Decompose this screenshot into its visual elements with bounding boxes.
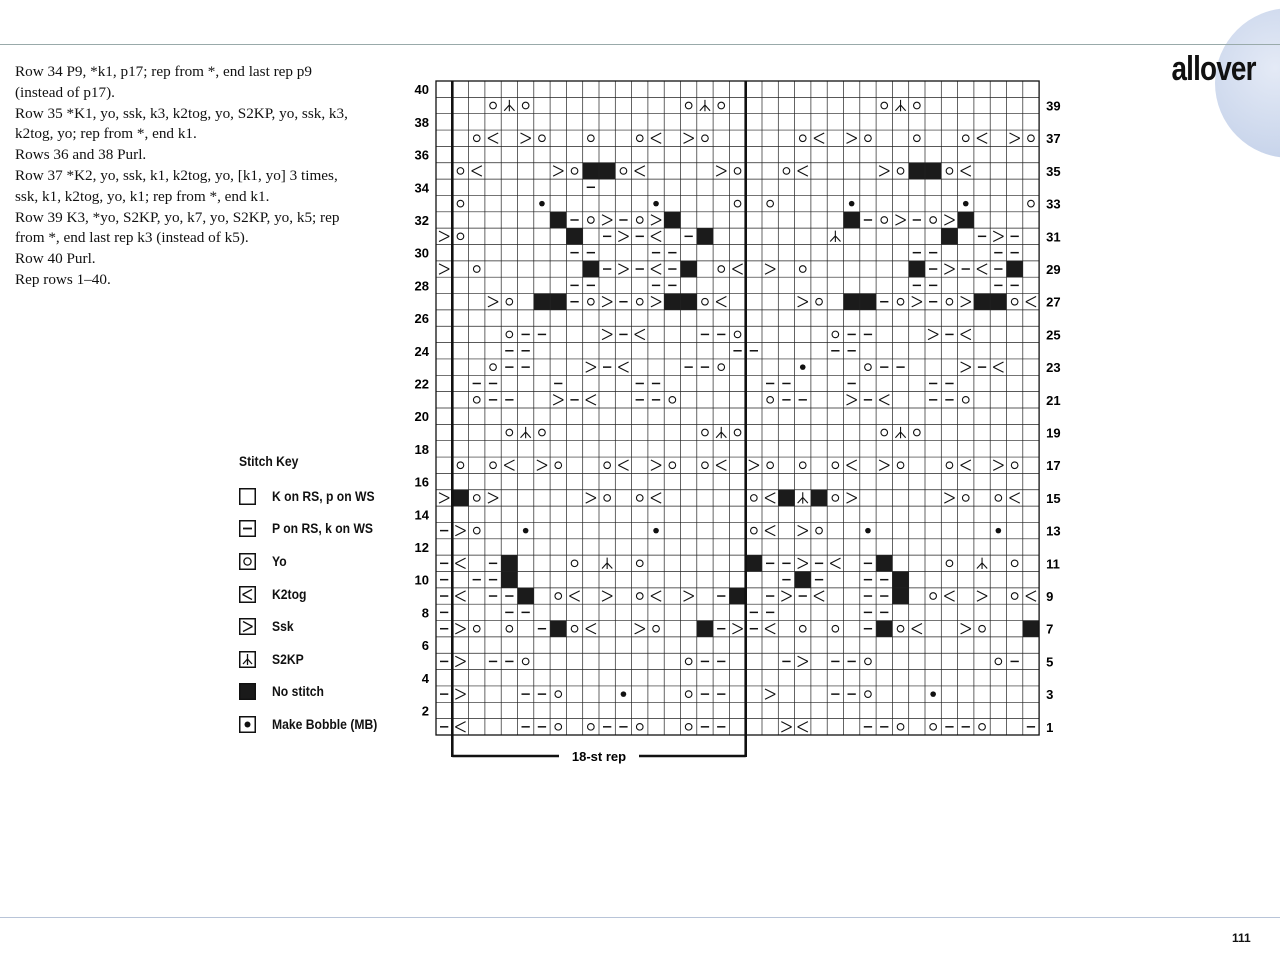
no-stitch-cell — [909, 261, 925, 277]
row-number-right: 39 — [1046, 98, 1061, 114]
row-number-right: 23 — [1046, 360, 1061, 376]
no-stitch-cell — [681, 294, 697, 310]
no-stitch-cell — [550, 212, 566, 228]
row-number-right: 3 — [1046, 687, 1054, 703]
key-label: K2tog — [272, 586, 307, 602]
row-number-right: 37 — [1046, 131, 1061, 147]
no-stitch-cell — [729, 588, 745, 604]
instruction-line: Rep rows 1–40. — [15, 270, 111, 288]
instruction-line: Rows 36 and 38 Purl. — [15, 146, 147, 164]
row-number-left: 18 — [414, 441, 429, 457]
no-stitch-cell — [941, 228, 957, 244]
row-number-left: 30 — [414, 245, 429, 261]
row-number-right: 35 — [1046, 163, 1061, 179]
bobble-mark — [963, 201, 969, 207]
stitch-key-title: Stitch Key — [239, 454, 299, 469]
row-number-right: 19 — [1046, 425, 1061, 441]
no-stitch-cell — [697, 228, 713, 244]
bobble-mark — [539, 201, 545, 207]
no-stitch-cell — [534, 294, 550, 310]
instruction-line: Row 34 P9, *k1, p17; rep from *, end last rep p9 — [15, 63, 312, 80]
bobble-mark — [996, 528, 1002, 534]
instruction-line: Row 37 *K2, yo, ssk, k1, k2tog, yo, [k1, yo] 3 times, — [15, 166, 338, 184]
row-number-right: 11 — [1046, 556, 1060, 572]
no-stitch-cell — [664, 212, 680, 228]
row-number-left: 14 — [414, 507, 429, 523]
row-number-right: 21 — [1046, 392, 1061, 408]
row-number-right: 17 — [1046, 458, 1061, 474]
no-stitch-cell — [501, 572, 517, 588]
no-stitch-cell — [778, 490, 794, 506]
no-stitch-cell — [811, 490, 827, 506]
instruction-line: ssk, k1, k2tog, yo, k1; rep from *, end k1. — [15, 187, 270, 205]
bobble-mark — [865, 528, 871, 534]
no-stitch-cell — [990, 294, 1006, 310]
row-number-right: 31 — [1046, 229, 1061, 245]
instruction-line: Row 40 Purl. — [15, 250, 96, 268]
no-stitch-cell — [958, 212, 974, 228]
row-number-left: 10 — [414, 572, 429, 588]
row-number-right: 5 — [1046, 654, 1054, 670]
no-stitch-cell — [844, 212, 860, 228]
row-number-right: 27 — [1046, 294, 1061, 310]
row-number-right: 9 — [1046, 589, 1054, 605]
no-stitch-cell — [925, 163, 941, 179]
instruction-line: Row 35 *K1, yo, ssk, k3, k2tog, yo, S2KP, yo, ssk, k3, — [15, 104, 348, 122]
key-label: Ssk — [272, 619, 294, 635]
instruction-line: (instead of p17). — [15, 83, 115, 101]
row-number-left: 22 — [414, 376, 429, 392]
no-stitch-cell — [681, 261, 697, 277]
no-stitch-cell — [664, 294, 680, 310]
no-stitch-cell — [550, 294, 566, 310]
no-stitch-cell — [599, 163, 615, 179]
bobble-mark — [653, 528, 659, 534]
row-number-left: 12 — [414, 539, 429, 555]
no-stitch-cell — [746, 555, 762, 571]
no-stitch-cell — [876, 621, 892, 637]
no-stitch-cell — [550, 621, 566, 637]
no-stitch-cell — [909, 163, 925, 179]
row-number-left: 24 — [414, 343, 429, 359]
no-stitch-cell — [697, 621, 713, 637]
bobble-mark — [653, 201, 659, 207]
section-title: allover — [1171, 50, 1256, 88]
no-stitch-cell — [844, 294, 860, 310]
row-number-left: 32 — [414, 212, 429, 228]
bobble-mark — [930, 691, 936, 697]
no-stitch-cell — [795, 572, 811, 588]
row-number-left: 16 — [414, 474, 429, 490]
row-number-left: 6 — [421, 638, 429, 654]
key-label: Yo — [272, 553, 287, 569]
row-number-left: 34 — [414, 180, 429, 196]
no-stitch-cell — [876, 555, 892, 571]
no-stitch-cell — [974, 294, 990, 310]
no-stitch-cell — [1023, 621, 1039, 637]
row-number-right: 1 — [1046, 719, 1054, 735]
bottom-rule — [0, 917, 1280, 918]
key-label: K on RS, p on WS — [272, 488, 375, 504]
row-number-left: 36 — [414, 147, 429, 163]
instruction-line: Row 39 K3, *yo, S2KP, yo, k7, yo, S2KP, yo, k5; rep — [15, 208, 340, 226]
key-label: S2KP — [272, 651, 304, 667]
bobble-mark — [849, 201, 855, 207]
bobble-mark — [523, 528, 529, 534]
no-stitch-cell — [518, 588, 534, 604]
no-stitch-cell — [583, 261, 599, 277]
row-number-left: 2 — [421, 703, 429, 719]
row-number-right: 13 — [1046, 523, 1061, 539]
row-number-left: 26 — [414, 311, 429, 327]
instruction-line: k2tog, yo; rep from *, end k1. — [15, 125, 197, 143]
key-label: No stitch — [272, 684, 324, 700]
no-stitch-cell — [892, 588, 908, 604]
row-number-left: 40 — [414, 82, 429, 98]
row-number-right: 33 — [1046, 196, 1061, 212]
repeat-label: 18-st rep — [571, 749, 627, 764]
no-stitch-cell — [501, 555, 517, 571]
bobble-mark — [621, 691, 627, 697]
key-label: Make Bobble (MB) — [272, 716, 378, 732]
row-number-left: 38 — [414, 114, 429, 130]
row-number-right: 7 — [1046, 621, 1054, 637]
page-number: 111 — [1232, 931, 1251, 945]
no-stitch-cell — [892, 572, 908, 588]
no-stitch-cell — [452, 490, 468, 506]
no-stitch-cell — [583, 163, 599, 179]
no-stitch-cell — [1007, 261, 1023, 277]
row-number-left: 20 — [414, 409, 429, 425]
key-label: P on RS, k on WS — [272, 521, 374, 537]
row-number-right: 15 — [1046, 490, 1061, 506]
no-stitch-cell — [566, 228, 582, 244]
row-number-right: 29 — [1046, 262, 1061, 278]
row-number-left: 8 — [421, 605, 429, 621]
instruction-line: from *, end last rep k3 (instead of k5). — [15, 229, 249, 247]
row-number-right: 25 — [1046, 327, 1061, 343]
bobble-mark — [800, 364, 806, 370]
row-number-left: 28 — [414, 278, 429, 294]
no-stitch-cell — [860, 294, 876, 310]
row-number-left: 4 — [421, 670, 429, 686]
